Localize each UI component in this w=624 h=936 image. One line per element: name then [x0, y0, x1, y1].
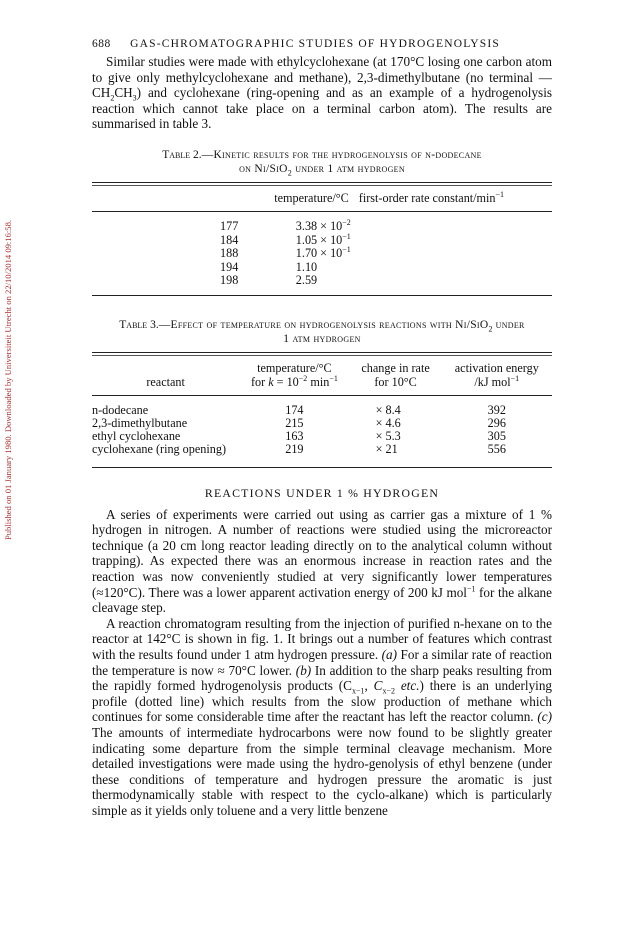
- table2-cell-rate: 1.10: [295, 259, 318, 274]
- page-content: [92, 38, 552, 819]
- table3-cell-change: × 4.6: [375, 416, 401, 431]
- table2-header-row: [92, 186, 552, 211]
- table2-col-temperature: temperature/°C: [274, 190, 349, 205]
- running-header: [92, 38, 552, 50]
- table2-cell-rate: $1.70 \times 10^{-1}$: [295, 245, 351, 261]
- table3-cell-temperature: 215: [285, 416, 304, 431]
- table3-cell-temperature: 174: [285, 402, 304, 417]
- table3-col-temperature: temperature/°C for $k = 10^{-2}$ $\min^{-1}$: [250, 361, 338, 389]
- table2-row: [92, 247, 552, 260]
- table2-top-rule: [92, 182, 552, 183]
- table2-row: [92, 274, 552, 287]
- table3-cell-reactant: n-dodecane: [92, 402, 149, 417]
- section-heading: REACTIONS UNDER 1 % HYDROGEN: [204, 485, 440, 500]
- table3-cell-activation: 392: [487, 402, 506, 417]
- table2-cell-rate: $3.38 \times 10^{-2}$: [295, 218, 351, 234]
- table3: [92, 356, 552, 394]
- intro-paragraph: Similar studies were made with ethylcyclohexane (at 170°C losing one carbon atom to give only methylcyclohexane and methane), 2,3-dimethylbutane (no terminal $—CH_2CH_3$) and cyclohexane (ring-opening and as an example of a hydrogenolysis reaction which cannot take place on a terminal carbon atom). The results are summarised in table 3.: [92, 54, 552, 132]
- table2-cell-temperature: 177: [220, 219, 239, 234]
- table3-col-reactant: reactant: [146, 374, 185, 389]
- table3-row: [92, 443, 552, 456]
- table3-top-rule: [92, 352, 552, 353]
- table3-cell-change: × 21: [375, 442, 398, 457]
- table2-label: Table 2.: [162, 148, 202, 161]
- table3-cell-activation: 296: [487, 416, 506, 431]
- table2-col-rate: first-order rate constant/$\min^{-1}$: [358, 189, 505, 205]
- publication-side-note: [2, 160, 14, 600]
- table2-caption: Table 2.—Kinetic results for the hydrogenolysis of n-dodecane on Ni/SiO$_2$ under 1 atm hydrogen: [162, 148, 482, 178]
- table2-cell-rate: $1.05 \times 10^{-1}$: [295, 231, 351, 247]
- table3-header-row: [92, 356, 552, 394]
- paragraph-2: A reaction chromatogram resulting from the injection of purified n-hexane on to the reactor at 142°C is shown in fig. 1. It brings out a number of features which contrast with the results found under 1 atm hydrogen pressure. (a) For a similar rate of reaction the temperature is now ≈ 70°C lower. (b) In addition to the sharp peaks resulting from the rapidly formed hydrogenolysis products ($C_{x-1}$, $C_{x-2}$ etc.) there is an underlying profile (dotted line) which results from the slow production of methane which continues for some considerable time after the reactant has left the reactor column. (c) The amounts of intermediate hydrocarbons were now found to be slightly greater indicating some departure from the simple terminal cleavage mechanism. More detailed investigations were made using the hydro-genolysis of ethyl benzene (under these conditions of temperature and hydrogen pressure the aromatic is just thermodynamically stable with respect to the cyclo-alkane) which is particularly simple as it yields only toluene and a very little benzene: [92, 615, 553, 818]
- table3-cell-reactant: cyclohexane (ring opening): [92, 442, 227, 457]
- table3-cell-reactant: ethyl cyclohexane: [92, 429, 181, 444]
- table2-cell-temperature: 188: [220, 246, 239, 261]
- table3-col-activation: activation energy /kJ mol$^{-1}$: [454, 361, 539, 389]
- running-title: GAS-CHROMATOGRAPHIC STUDIES OF HYDROGENOLYSIS: [130, 38, 501, 50]
- table3-bottom-rule: [92, 467, 552, 468]
- table3-caption: Table 3.—Effect of temperature on hydrogenolysis reactions with Ni/SiO$_2$ under 1 atm hydrogen: [119, 319, 525, 346]
- table3-cell-temperature: 219: [285, 442, 304, 457]
- table2-cell-temperature: 184: [220, 232, 239, 247]
- table3-label: Table 3.: [119, 319, 159, 332]
- table2-bottom-rule: [92, 295, 552, 296]
- table2: [92, 186, 552, 211]
- side-note-text: Published on 01 January 1980. Downloaded by Universiteit Utrecht on 22/10/2014 09:16:58.: [3, 219, 13, 541]
- table3-cell-reactant: 2,3-dimethylbutane: [92, 416, 188, 431]
- table3-cell-temperature: 163: [285, 429, 304, 444]
- table3-cell-activation: 556: [487, 442, 506, 457]
- table3-cell-change: × 8.4: [375, 402, 401, 417]
- table3-cell-change: × 5.3: [375, 429, 401, 444]
- table2-row: [92, 220, 552, 233]
- paragraph-1: A series of experiments were carried out using as carrier gas a mixture of 1 % hydrogen in nitrogen. A number of reactions were studied using the microreactor technique (a 20 cm long reactor leading directly on to the analytical column without trapping). As expected there was an enormous increase in reaction rates and the reaction was now conveniently studied at very significantly lower temperatures (≈120°C). There was a lower apparent activation energy of 200 kJ mol$^{-1}$ for the alkane cleavage step.: [92, 506, 552, 616]
- table2-body: [92, 220, 552, 287]
- table2-row: [92, 261, 552, 274]
- table2-cell-temperature: 194: [220, 259, 239, 274]
- table3-col-change: change in rate for 10°C: [361, 361, 430, 389]
- table3-cell-activation: 305: [487, 429, 506, 444]
- table3-body: [92, 404, 552, 457]
- page-number: 688: [92, 38, 111, 50]
- table2-cell-rate: 2.59: [295, 273, 318, 287]
- table2-cell-temperature: 198: [220, 273, 239, 287]
